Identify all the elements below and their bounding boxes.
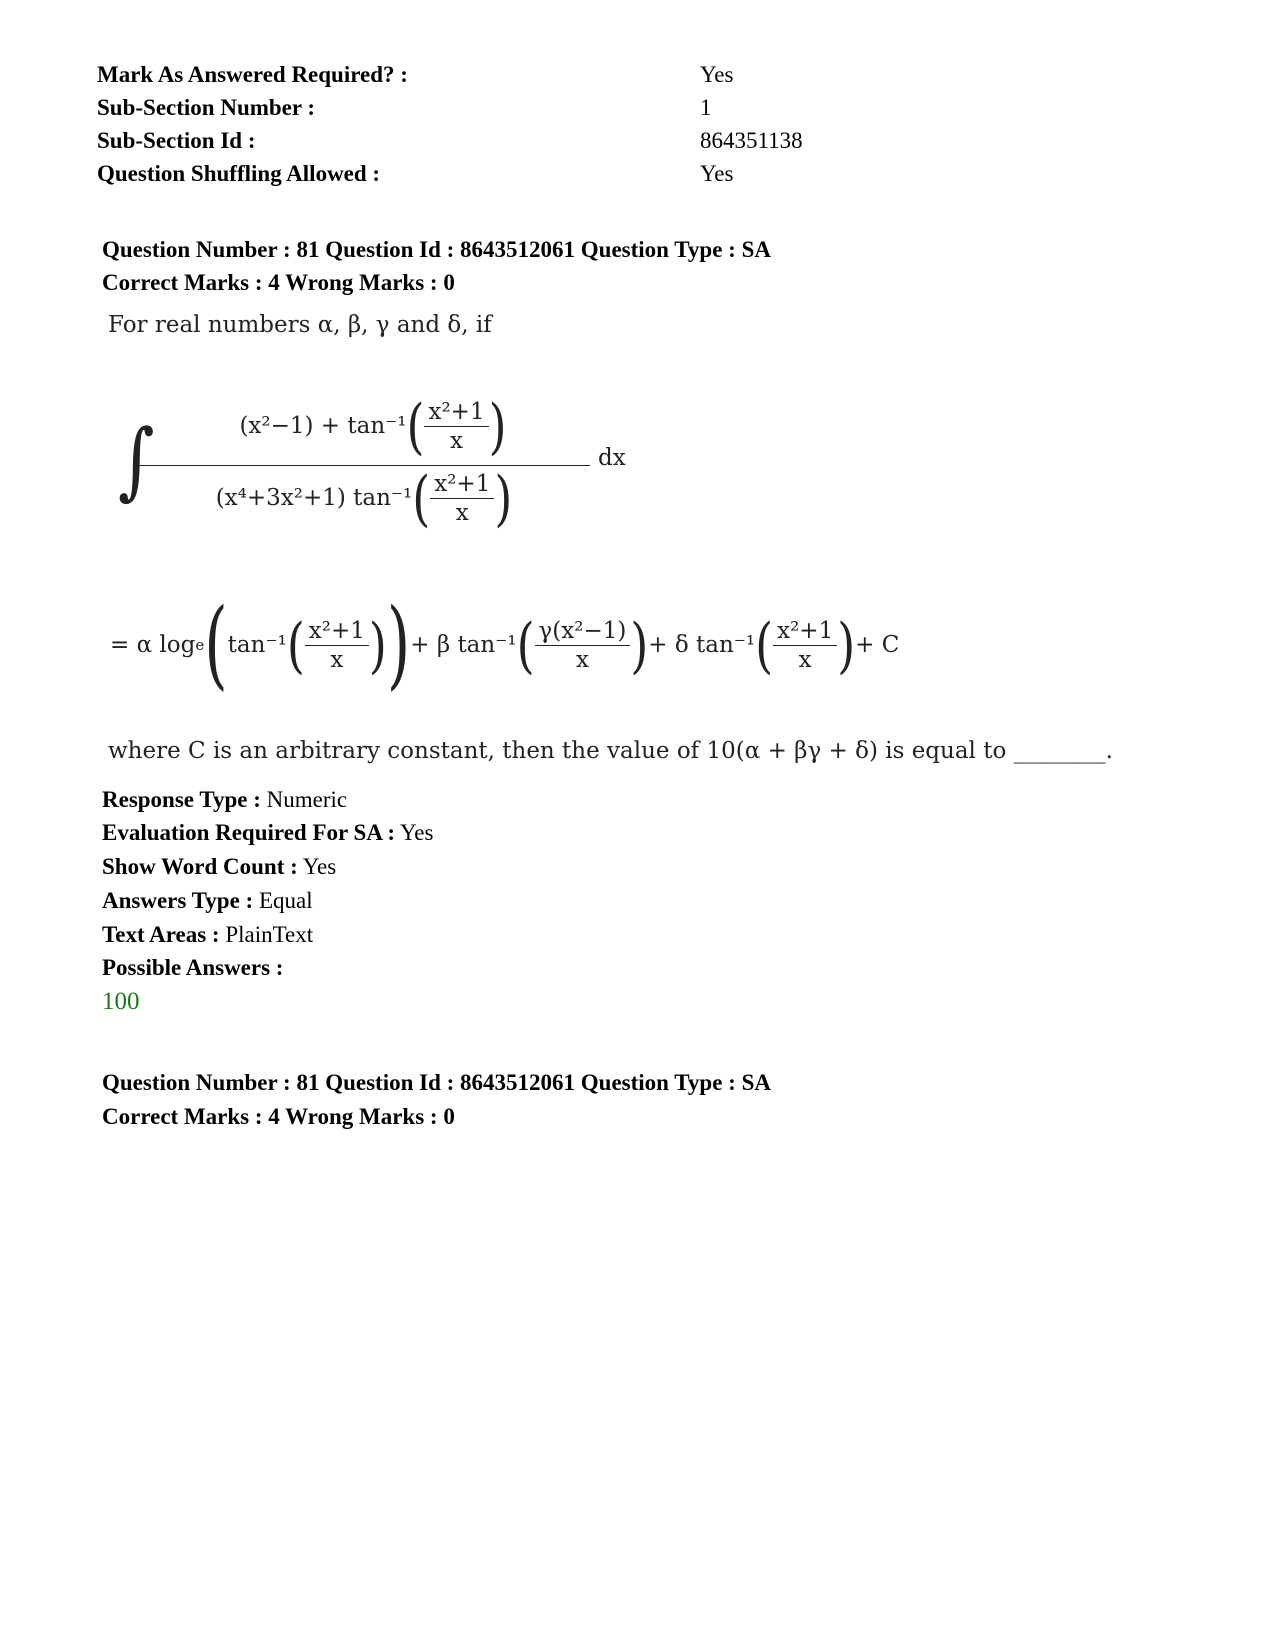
integrand-fraction-bar xyxy=(138,465,590,466)
question-header-line-2: Question Number : 81 Question Id : 8643512061 Question Type : SA xyxy=(102,1070,771,1095)
detail-label: Evaluation Required For SA : xyxy=(102,820,396,845)
detail-row xyxy=(102,852,336,882)
problem-outro: where C is an arbitrary constant, then the value of 10(α + βγ + δ) is equal to ________. xyxy=(108,738,1113,764)
rhs-fraction-1-den: x xyxy=(330,646,344,673)
subsection-number-label: Sub-Section Number : xyxy=(97,95,316,120)
inner-fraction-bottom xyxy=(430,470,494,527)
detail-label: Text Areas : xyxy=(102,922,220,947)
detail-row xyxy=(102,818,433,848)
detail-value: Yes xyxy=(302,854,337,879)
detail-row xyxy=(102,920,313,950)
detail-value: Numeric xyxy=(266,787,348,812)
detail-value: Equal xyxy=(258,888,313,913)
integral-expression xyxy=(118,390,626,545)
detail-label: Response Type : xyxy=(102,787,261,812)
integrand-numerator-lead: (x²−1) + tan⁻¹ xyxy=(239,413,407,439)
inner-fraction-bottom-num: x²+1 xyxy=(430,470,494,499)
shuffling-label: Question Shuffling Allowed : xyxy=(97,161,381,186)
question-marks-line-2: Correct Marks : 4 Wrong Marks : 0 xyxy=(102,1104,455,1129)
integrand-numerator: (x²−1) + tan⁻¹ ( $\frac{\text{x²+1}}{x}$ ) xyxy=(239,390,507,462)
problem-intro: For real numbers α, β, γ and δ, if xyxy=(108,312,492,338)
rhs-fraction-2-den: x xyxy=(575,646,589,673)
inner-fraction-bottom-den: x xyxy=(455,499,469,526)
detail-label: Show Word Count : xyxy=(102,854,298,879)
integrand-denominator: (x⁴+3x²+1) tan⁻¹ ( $\frac{\text{x²+1}}{x}$ ) xyxy=(215,462,513,534)
rhs-alpha-log: = α log xyxy=(110,632,196,658)
mark-answered-label: Mark As Answered Required? : xyxy=(97,62,408,87)
integral-sign: ∫ xyxy=(118,410,155,510)
detail-label: Answers Type : xyxy=(102,888,254,913)
question-marks-line: Correct Marks : 4 Wrong Marks : 0 xyxy=(102,270,455,295)
subsection-id-label: Sub-Section Id : xyxy=(97,128,256,153)
detail-value: Yes xyxy=(400,820,434,845)
rhs-fraction-2-num: γ(x²−1) xyxy=(535,617,631,646)
mark-answered-value: Yes xyxy=(700,62,734,87)
question-header-line: Question Number : 81 Question Id : 8643512061 Question Type : SA xyxy=(102,237,771,262)
rhs-beta-term: + β tan⁻¹ xyxy=(410,632,517,658)
detail-row xyxy=(102,785,347,815)
rhs-fraction-2 xyxy=(535,617,631,674)
rhs-constant: + C xyxy=(855,632,900,658)
integrand-denominator-lead: (x⁴+3x²+1) tan⁻¹ xyxy=(215,485,413,511)
rhs-tan-inv-1: tan⁻¹ xyxy=(227,632,287,658)
rhs-log-base: e xyxy=(195,636,205,654)
rhs-fraction-3-den: x xyxy=(798,646,812,673)
detail-row xyxy=(102,886,313,916)
possible-answers-label: Possible Answers : xyxy=(102,955,284,980)
rhs-delta-term: + δ tan⁻¹ xyxy=(648,632,756,658)
inner-fraction-top-num: x²+1 xyxy=(424,398,488,427)
possible-answer-value: 100 xyxy=(102,988,140,1015)
inner-fraction-top xyxy=(424,398,488,455)
subsection-number-value: 1 xyxy=(700,95,712,120)
rhs-fraction-1-num: x²+1 xyxy=(305,617,369,646)
inner-fraction-top-den: x xyxy=(450,427,464,454)
rhs-expression: = α log e ( tan⁻¹ ( $\frac{\text{x²+1}}{x}$ ) ) + β tan⁻¹ ( $\frac{\text{γ(x²−1)}}{x}$ ) + δ tan⁻¹ ( $\frac{\text{x²+1}}{x}$ ) + C xyxy=(110,589,900,701)
rhs-fraction-3-num: x²+1 xyxy=(773,617,837,646)
shuffling-value: Yes xyxy=(700,161,734,186)
rhs-fraction-3 xyxy=(773,617,837,674)
detail-value: PlainText xyxy=(225,922,314,947)
rhs-fraction-1 xyxy=(305,617,369,674)
subsection-id-value: 864351138 xyxy=(700,128,803,153)
dx: dx xyxy=(598,445,626,471)
